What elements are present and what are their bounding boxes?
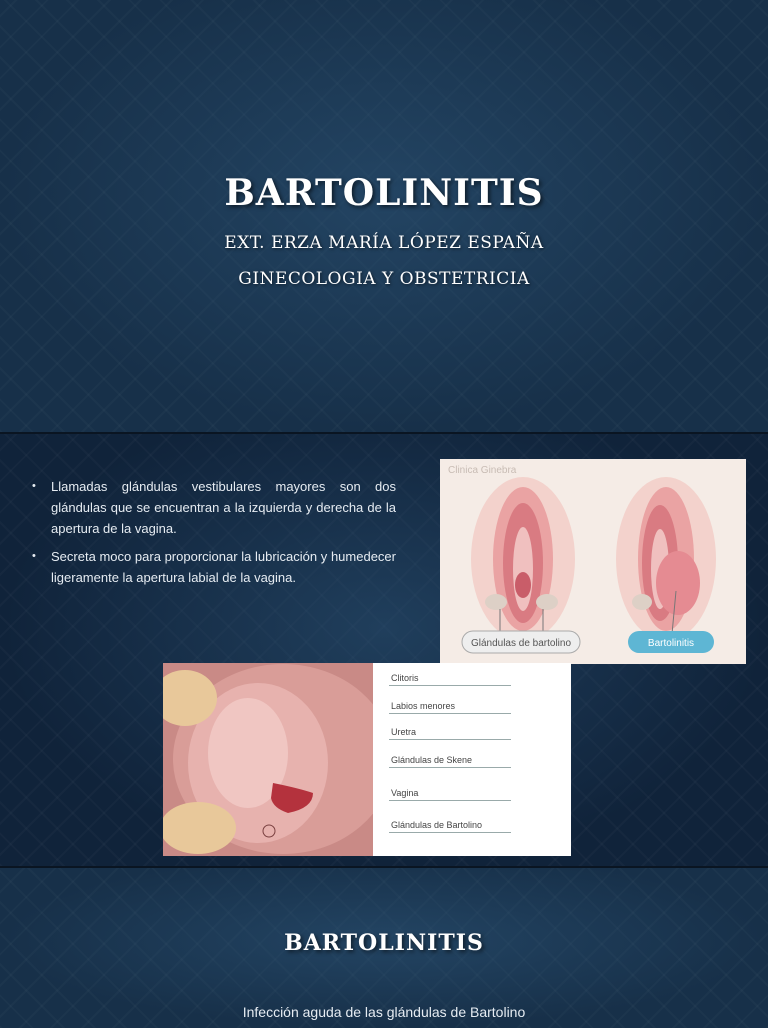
pointer-line [389, 767, 511, 768]
label-glandulas-skene: Glándulas de Skene [391, 755, 473, 765]
bullet-list [30, 476, 396, 595]
bartolinitis-comparison-image [440, 459, 746, 664]
label-bartolinitis: Bartolinitis [647, 638, 695, 649]
title-slide [0, 0, 768, 432]
slide-title: BARTOLINITIS [224, 172, 544, 214]
label-vagina: Vagina [391, 788, 419, 798]
label-glandulas: Glándulas de bartolino [470, 638, 572, 649]
pointer-line [389, 800, 511, 801]
pointer-line [389, 739, 511, 740]
label-glandulas-bartolino: Glándulas de Bartolino [391, 820, 483, 830]
slide-body-text: Infección aguda de las glándulas de Bartolino [242, 1004, 526, 1020]
bullet-item: • Llamadas glándulas vestibulares mayores son dos glándulas que se encuentran a la izquierda y derecha de la apertura de la vagina. [30, 476, 396, 539]
labeled-anatomy-photo [163, 663, 571, 856]
slide-title: BARTOLINITIS [284, 930, 484, 956]
watermark-text: Clinica Ginebra [448, 465, 517, 476]
label-labios-menores: Labios menores [391, 701, 456, 711]
pointer-line [389, 685, 511, 686]
pointer-line [389, 832, 511, 833]
specialty-subtitle: GINECOLOGIA Y OBSTETRICIA [238, 269, 530, 289]
bullet-item: • Secreta moco para proporcionar la lubricación y humedecer ligeramente la apertura labial de la vagina. [30, 546, 396, 588]
anatomy-illustration [440, 459, 746, 664]
pointer-line [389, 713, 511, 714]
content-slide [0, 434, 768, 866]
label-uretra: Uretra [391, 727, 417, 737]
author-subtitle: EXT. ERZA MARÍA LÓPEZ ESPAÑA [224, 233, 544, 253]
anatomy-photo [163, 663, 373, 856]
label-clitoris: Clitoris [391, 673, 419, 683]
definition-slide [0, 868, 768, 1028]
